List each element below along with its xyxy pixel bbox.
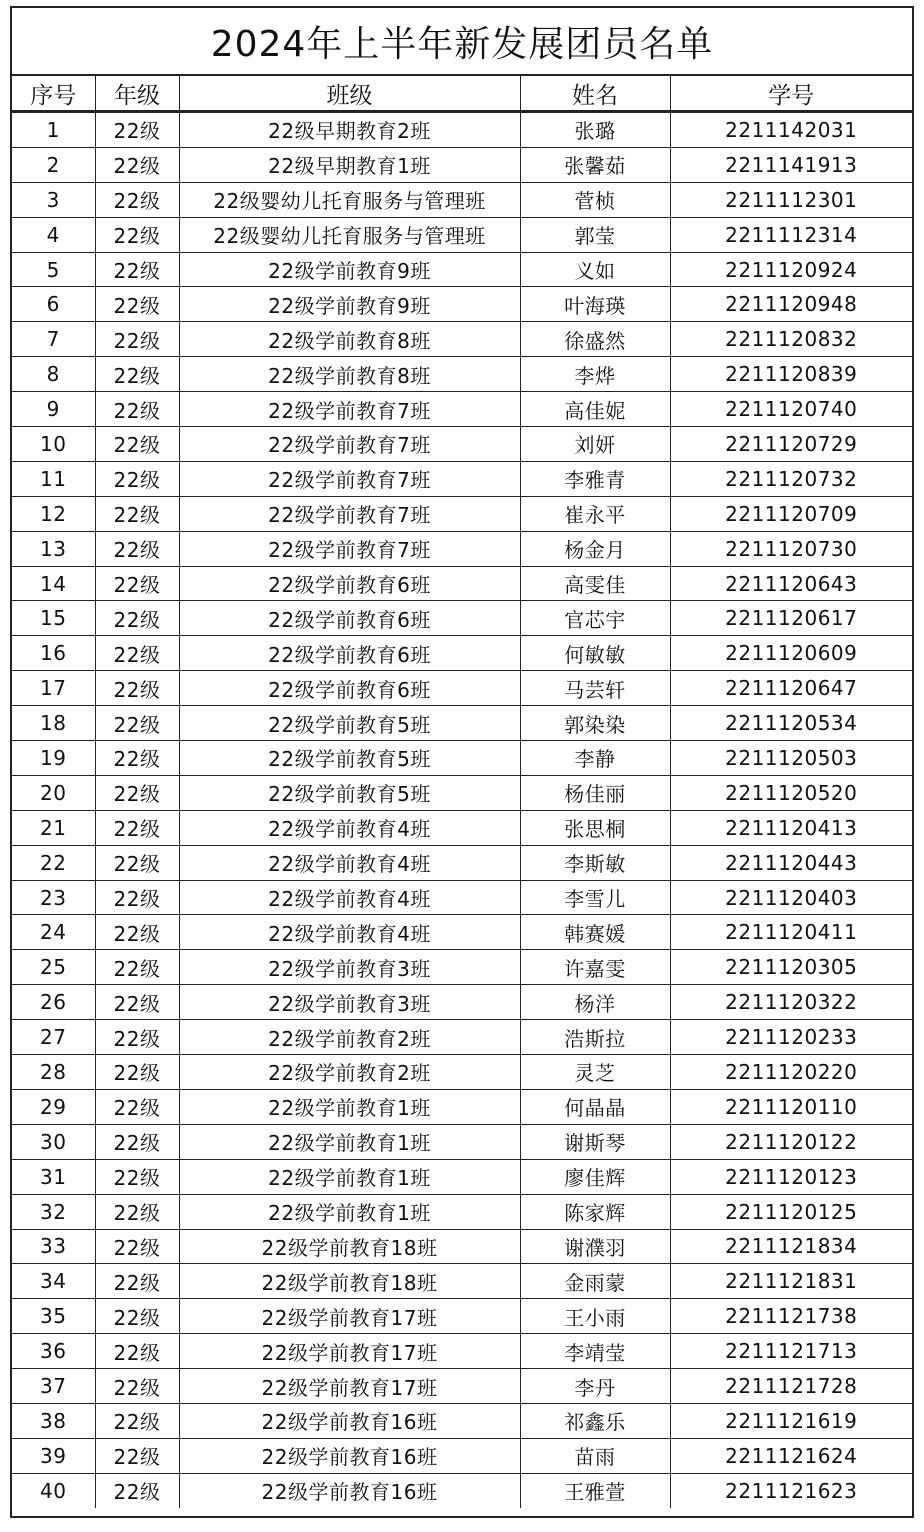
cell-number: 6 [12, 287, 95, 322]
cell-student-id: 2211112301 [670, 182, 912, 217]
cell-student-id: 2211120403 [670, 880, 912, 915]
cell-class: 22级学前教育7班 [179, 461, 520, 496]
cell-grade: 22级 [95, 601, 179, 636]
cell-grade: 22级 [95, 880, 179, 915]
cell-class: 22级学前教育2班 [179, 1020, 520, 1055]
table-row [12, 741, 912, 776]
cell-class: 22级学前教育18班 [179, 1264, 520, 1299]
table-row [12, 1473, 912, 1507]
cell-student-id: 2211120411 [670, 915, 912, 950]
cell-number: 37 [12, 1369, 95, 1404]
cell-number: 5 [12, 252, 95, 287]
cell-name: 高佳妮 [520, 392, 670, 427]
cell-name: 谢斯琴 [520, 1124, 670, 1159]
cell-student-id: 2211120729 [670, 427, 912, 462]
cell-student-id: 2211120643 [670, 566, 912, 601]
cell-grade: 22级 [95, 427, 179, 462]
cell-grade: 22级 [95, 671, 179, 706]
cell-name: 刘妍 [520, 427, 670, 462]
table-row [12, 566, 912, 601]
cell-grade: 22级 [95, 915, 179, 950]
column-header-class: 班级 [179, 76, 520, 112]
cell-grade: 22级 [95, 1089, 179, 1124]
cell-number: 33 [12, 1229, 95, 1264]
table-row [12, 1159, 912, 1194]
cell-class: 22级学前教育9班 [179, 287, 520, 322]
cell-grade: 22级 [95, 810, 179, 845]
cell-class: 22级学前教育16班 [179, 1473, 520, 1507]
column-header-name: 姓名 [520, 76, 670, 112]
column-header-grade: 年级 [95, 76, 179, 112]
cell-name: 张璐 [520, 112, 670, 148]
cell-class: 22级学前教育7班 [179, 427, 520, 462]
cell-class: 22级学前教育6班 [179, 671, 520, 706]
cell-student-id: 2211120832 [670, 322, 912, 357]
cell-student-id: 2211121624 [670, 1438, 912, 1473]
table-row [12, 147, 912, 182]
cell-class: 22级学前教育7班 [179, 392, 520, 427]
cell-grade: 22级 [95, 775, 179, 810]
cell-number: 12 [12, 496, 95, 531]
table-row [12, 845, 912, 880]
cell-name: 灵芝 [520, 1055, 670, 1090]
cell-student-id: 2211120617 [670, 601, 912, 636]
cell-student-id: 2211142031 [670, 112, 912, 148]
table-row [12, 1438, 912, 1473]
cell-student-id: 2211120948 [670, 287, 912, 322]
cell-student-id: 2211121619 [670, 1403, 912, 1438]
table-row [12, 427, 912, 462]
cell-name: 官芯宇 [520, 601, 670, 636]
cell-number: 39 [12, 1438, 95, 1473]
cell-name: 李靖莹 [520, 1334, 670, 1369]
table-row [12, 1264, 912, 1299]
cell-grade: 22级 [95, 1229, 179, 1264]
cell-number: 1 [12, 112, 95, 148]
cell-student-id: 2211120125 [670, 1194, 912, 1229]
cell-grade: 22级 [95, 1299, 179, 1334]
cell-number: 10 [12, 427, 95, 462]
table-row [12, 915, 912, 950]
cell-student-id: 2211120730 [670, 531, 912, 566]
cell-student-id: 2211121713 [670, 1334, 912, 1369]
cell-class: 22级学前教育1班 [179, 1194, 520, 1229]
table-row [12, 1194, 912, 1229]
table-row [12, 182, 912, 217]
cell-student-id: 2211120839 [670, 357, 912, 392]
cell-number: 35 [12, 1299, 95, 1334]
cell-name: 李雪儿 [520, 880, 670, 915]
cell-grade: 22级 [95, 1264, 179, 1299]
table-row [12, 671, 912, 706]
cell-class: 22级学前教育5班 [179, 775, 520, 810]
cell-grade: 22级 [95, 322, 179, 357]
cell-number: 19 [12, 741, 95, 776]
cell-name: 李静 [520, 741, 670, 776]
cell-student-id: 2211120709 [670, 496, 912, 531]
header-row [12, 76, 912, 112]
table-row [12, 1299, 912, 1334]
cell-name: 李斯敏 [520, 845, 670, 880]
cell-number: 16 [12, 636, 95, 671]
cell-name: 菅桢 [520, 182, 670, 217]
cell-name: 张馨茹 [520, 147, 670, 182]
cell-student-id: 2211120122 [670, 1124, 912, 1159]
table-row [12, 1229, 912, 1264]
cell-class: 22级学前教育1班 [179, 1089, 520, 1124]
cell-name: 祁鑫乐 [520, 1403, 670, 1438]
cell-name: 王雅萱 [520, 1473, 670, 1507]
cell-number: 14 [12, 566, 95, 601]
cell-grade: 22级 [95, 1020, 179, 1055]
table-row [12, 880, 912, 915]
cell-student-id: 2211121728 [670, 1369, 912, 1404]
cell-number: 21 [12, 810, 95, 845]
cell-class: 22级学前教育4班 [179, 915, 520, 950]
cell-number: 2 [12, 147, 95, 182]
cell-number: 11 [12, 461, 95, 496]
cell-number: 7 [12, 322, 95, 357]
table-row [12, 985, 912, 1020]
cell-number: 9 [12, 392, 95, 427]
cell-name: 金雨蒙 [520, 1264, 670, 1299]
cell-student-id: 2211120322 [670, 985, 912, 1020]
cell-grade: 22级 [95, 1124, 179, 1159]
cell-grade: 22级 [95, 217, 179, 252]
cell-student-id: 2211120123 [670, 1159, 912, 1194]
cell-student-id: 2211121738 [670, 1299, 912, 1334]
cell-grade: 22级 [95, 147, 179, 182]
table-row [12, 322, 912, 357]
cell-name: 郭莹 [520, 217, 670, 252]
cell-grade: 22级 [95, 287, 179, 322]
table-row [12, 1334, 912, 1369]
cell-number: 29 [12, 1089, 95, 1124]
cell-name: 陈家辉 [520, 1194, 670, 1229]
cell-number: 13 [12, 531, 95, 566]
cell-student-id: 2211120609 [670, 636, 912, 671]
cell-grade: 22级 [95, 566, 179, 601]
cell-name: 杨金月 [520, 531, 670, 566]
cell-student-id: 2211120740 [670, 392, 912, 427]
table-row [12, 112, 912, 148]
cell-grade: 22级 [95, 252, 179, 287]
cell-class: 22级学前教育2班 [179, 1055, 520, 1090]
table-row [12, 1089, 912, 1124]
cell-name: 李雅青 [520, 461, 670, 496]
cell-name: 郭染染 [520, 706, 670, 741]
cell-student-id: 2211120443 [670, 845, 912, 880]
table-row [12, 1124, 912, 1159]
cell-number: 22 [12, 845, 95, 880]
table-row [12, 950, 912, 985]
cell-number: 30 [12, 1124, 95, 1159]
cell-class: 22级学前教育4班 [179, 810, 520, 845]
cell-class: 22级学前教育1班 [179, 1124, 520, 1159]
cell-student-id: 2211121834 [670, 1229, 912, 1264]
cell-grade: 22级 [95, 1473, 179, 1507]
cell-grade: 22级 [95, 112, 179, 148]
cell-name: 谢濮羽 [520, 1229, 670, 1264]
cell-class: 22级学前教育6班 [179, 566, 520, 601]
cell-number: 26 [12, 985, 95, 1020]
cell-name: 浩斯拉 [520, 1020, 670, 1055]
cell-class: 22级学前教育3班 [179, 950, 520, 985]
cell-student-id: 2211120924 [670, 252, 912, 287]
cell-grade: 22级 [95, 357, 179, 392]
cell-class: 22级学前教育8班 [179, 322, 520, 357]
cell-class: 22级早期教育1班 [179, 147, 520, 182]
table-row [12, 775, 912, 810]
cell-class: 22级学前教育4班 [179, 845, 520, 880]
table-row [12, 1020, 912, 1055]
cell-number: 40 [12, 1473, 95, 1507]
cell-name: 何晶晶 [520, 1089, 670, 1124]
cell-class: 22级学前教育7班 [179, 531, 520, 566]
cell-name: 李丹 [520, 1369, 670, 1404]
cell-student-id: 2211121831 [670, 1264, 912, 1299]
cell-number: 34 [12, 1264, 95, 1299]
cell-number: 24 [12, 915, 95, 950]
table-row [12, 1055, 912, 1090]
cell-name: 马芸轩 [520, 671, 670, 706]
cell-grade: 22级 [95, 461, 179, 496]
cell-number: 18 [12, 706, 95, 741]
cell-name: 韩赛媛 [520, 915, 670, 950]
cell-class: 22级早期教育2班 [179, 112, 520, 148]
cell-number: 17 [12, 671, 95, 706]
table-row [12, 217, 912, 252]
cell-student-id: 2211121623 [670, 1473, 912, 1507]
cell-class: 22级学前教育5班 [179, 741, 520, 776]
cell-student-id: 2211120305 [670, 950, 912, 985]
cell-number: 3 [12, 182, 95, 217]
cell-student-id: 2211120233 [670, 1020, 912, 1055]
cell-class: 22级学前教育8班 [179, 357, 520, 392]
cell-grade: 22级 [95, 985, 179, 1020]
cell-class: 22级学前教育9班 [179, 252, 520, 287]
cell-grade: 22级 [95, 636, 179, 671]
cell-student-id: 2211120647 [670, 671, 912, 706]
cell-class: 22级学前教育3班 [179, 985, 520, 1020]
cell-student-id: 2211120413 [670, 810, 912, 845]
table-row [12, 1369, 912, 1404]
table-row [12, 601, 912, 636]
cell-name: 叶海瑛 [520, 287, 670, 322]
cell-class: 22级婴幼儿托育服务与管理班 [179, 182, 520, 217]
table-row [12, 531, 912, 566]
cell-grade: 22级 [95, 1159, 179, 1194]
cell-class: 22级婴幼儿托育服务与管理班 [179, 217, 520, 252]
cell-grade: 22级 [95, 496, 179, 531]
cell-class: 22级学前教育17班 [179, 1299, 520, 1334]
cell-grade: 22级 [95, 1438, 179, 1473]
cell-name: 苗雨 [520, 1438, 670, 1473]
cell-grade: 22级 [95, 1403, 179, 1438]
cell-class: 22级学前教育7班 [179, 496, 520, 531]
cell-number: 8 [12, 357, 95, 392]
cell-number: 27 [12, 1020, 95, 1055]
cell-number: 38 [12, 1403, 95, 1438]
table-row [12, 392, 912, 427]
table-row [12, 357, 912, 392]
cell-class: 22级学前教育1班 [179, 1159, 520, 1194]
cell-name: 徐盛然 [520, 322, 670, 357]
cell-class: 22级学前教育17班 [179, 1334, 520, 1369]
column-header-student-id: 学号 [670, 76, 912, 112]
roster-sheet [10, 6, 914, 1518]
cell-name: 杨佳丽 [520, 775, 670, 810]
table-row [12, 1403, 912, 1438]
table-row [12, 287, 912, 322]
cell-grade: 22级 [95, 950, 179, 985]
cell-class: 22级学前教育4班 [179, 880, 520, 915]
cell-class: 22级学前教育6班 [179, 601, 520, 636]
table-row [12, 810, 912, 845]
cell-class: 22级学前教育6班 [179, 636, 520, 671]
cell-student-id: 2211141913 [670, 147, 912, 182]
cell-name: 王小雨 [520, 1299, 670, 1334]
document-title: 2024年上半年新发展团员名单 [12, 8, 912, 76]
cell-grade: 22级 [95, 845, 179, 880]
cell-student-id: 2211120520 [670, 775, 912, 810]
cell-grade: 22级 [95, 1194, 179, 1229]
cell-name: 崔永平 [520, 496, 670, 531]
cell-number: 4 [12, 217, 95, 252]
cell-name: 李烨 [520, 357, 670, 392]
cell-number: 31 [12, 1159, 95, 1194]
roster-table [12, 76, 912, 1508]
cell-name: 杨洋 [520, 985, 670, 1020]
table-row [12, 461, 912, 496]
cell-grade: 22级 [95, 1055, 179, 1090]
cell-name: 何敏敏 [520, 636, 670, 671]
cell-name: 廖佳辉 [520, 1159, 670, 1194]
cell-student-id: 2211112314 [670, 217, 912, 252]
cell-student-id: 2211120534 [670, 706, 912, 741]
cell-name: 义如 [520, 252, 670, 287]
cell-class: 22级学前教育5班 [179, 706, 520, 741]
cell-grade: 22级 [95, 182, 179, 217]
cell-number: 15 [12, 601, 95, 636]
cell-number: 32 [12, 1194, 95, 1229]
cell-grade: 22级 [95, 1369, 179, 1404]
roster-body [12, 112, 912, 1508]
cell-number: 28 [12, 1055, 95, 1090]
cell-name: 张思桐 [520, 810, 670, 845]
cell-student-id: 2211120503 [670, 741, 912, 776]
cell-grade: 22级 [95, 392, 179, 427]
cell-student-id: 2211120732 [670, 461, 912, 496]
cell-number: 20 [12, 775, 95, 810]
column-header-number: 序号 [12, 76, 95, 112]
cell-class: 22级学前教育18班 [179, 1229, 520, 1264]
cell-class: 22级学前教育16班 [179, 1403, 520, 1438]
cell-grade: 22级 [95, 1334, 179, 1369]
cell-student-id: 2211120220 [670, 1055, 912, 1090]
cell-number: 23 [12, 880, 95, 915]
cell-class: 22级学前教育17班 [179, 1369, 520, 1404]
cell-number: 25 [12, 950, 95, 985]
cell-grade: 22级 [95, 706, 179, 741]
table-row [12, 496, 912, 531]
table-row [12, 636, 912, 671]
table-row [12, 706, 912, 741]
cell-student-id: 2211120110 [670, 1089, 912, 1124]
cell-number: 36 [12, 1334, 95, 1369]
cell-grade: 22级 [95, 741, 179, 776]
cell-name: 许嘉雯 [520, 950, 670, 985]
table-row [12, 252, 912, 287]
cell-class: 22级学前教育16班 [179, 1438, 520, 1473]
cell-name: 高雯佳 [520, 566, 670, 601]
cell-grade: 22级 [95, 531, 179, 566]
